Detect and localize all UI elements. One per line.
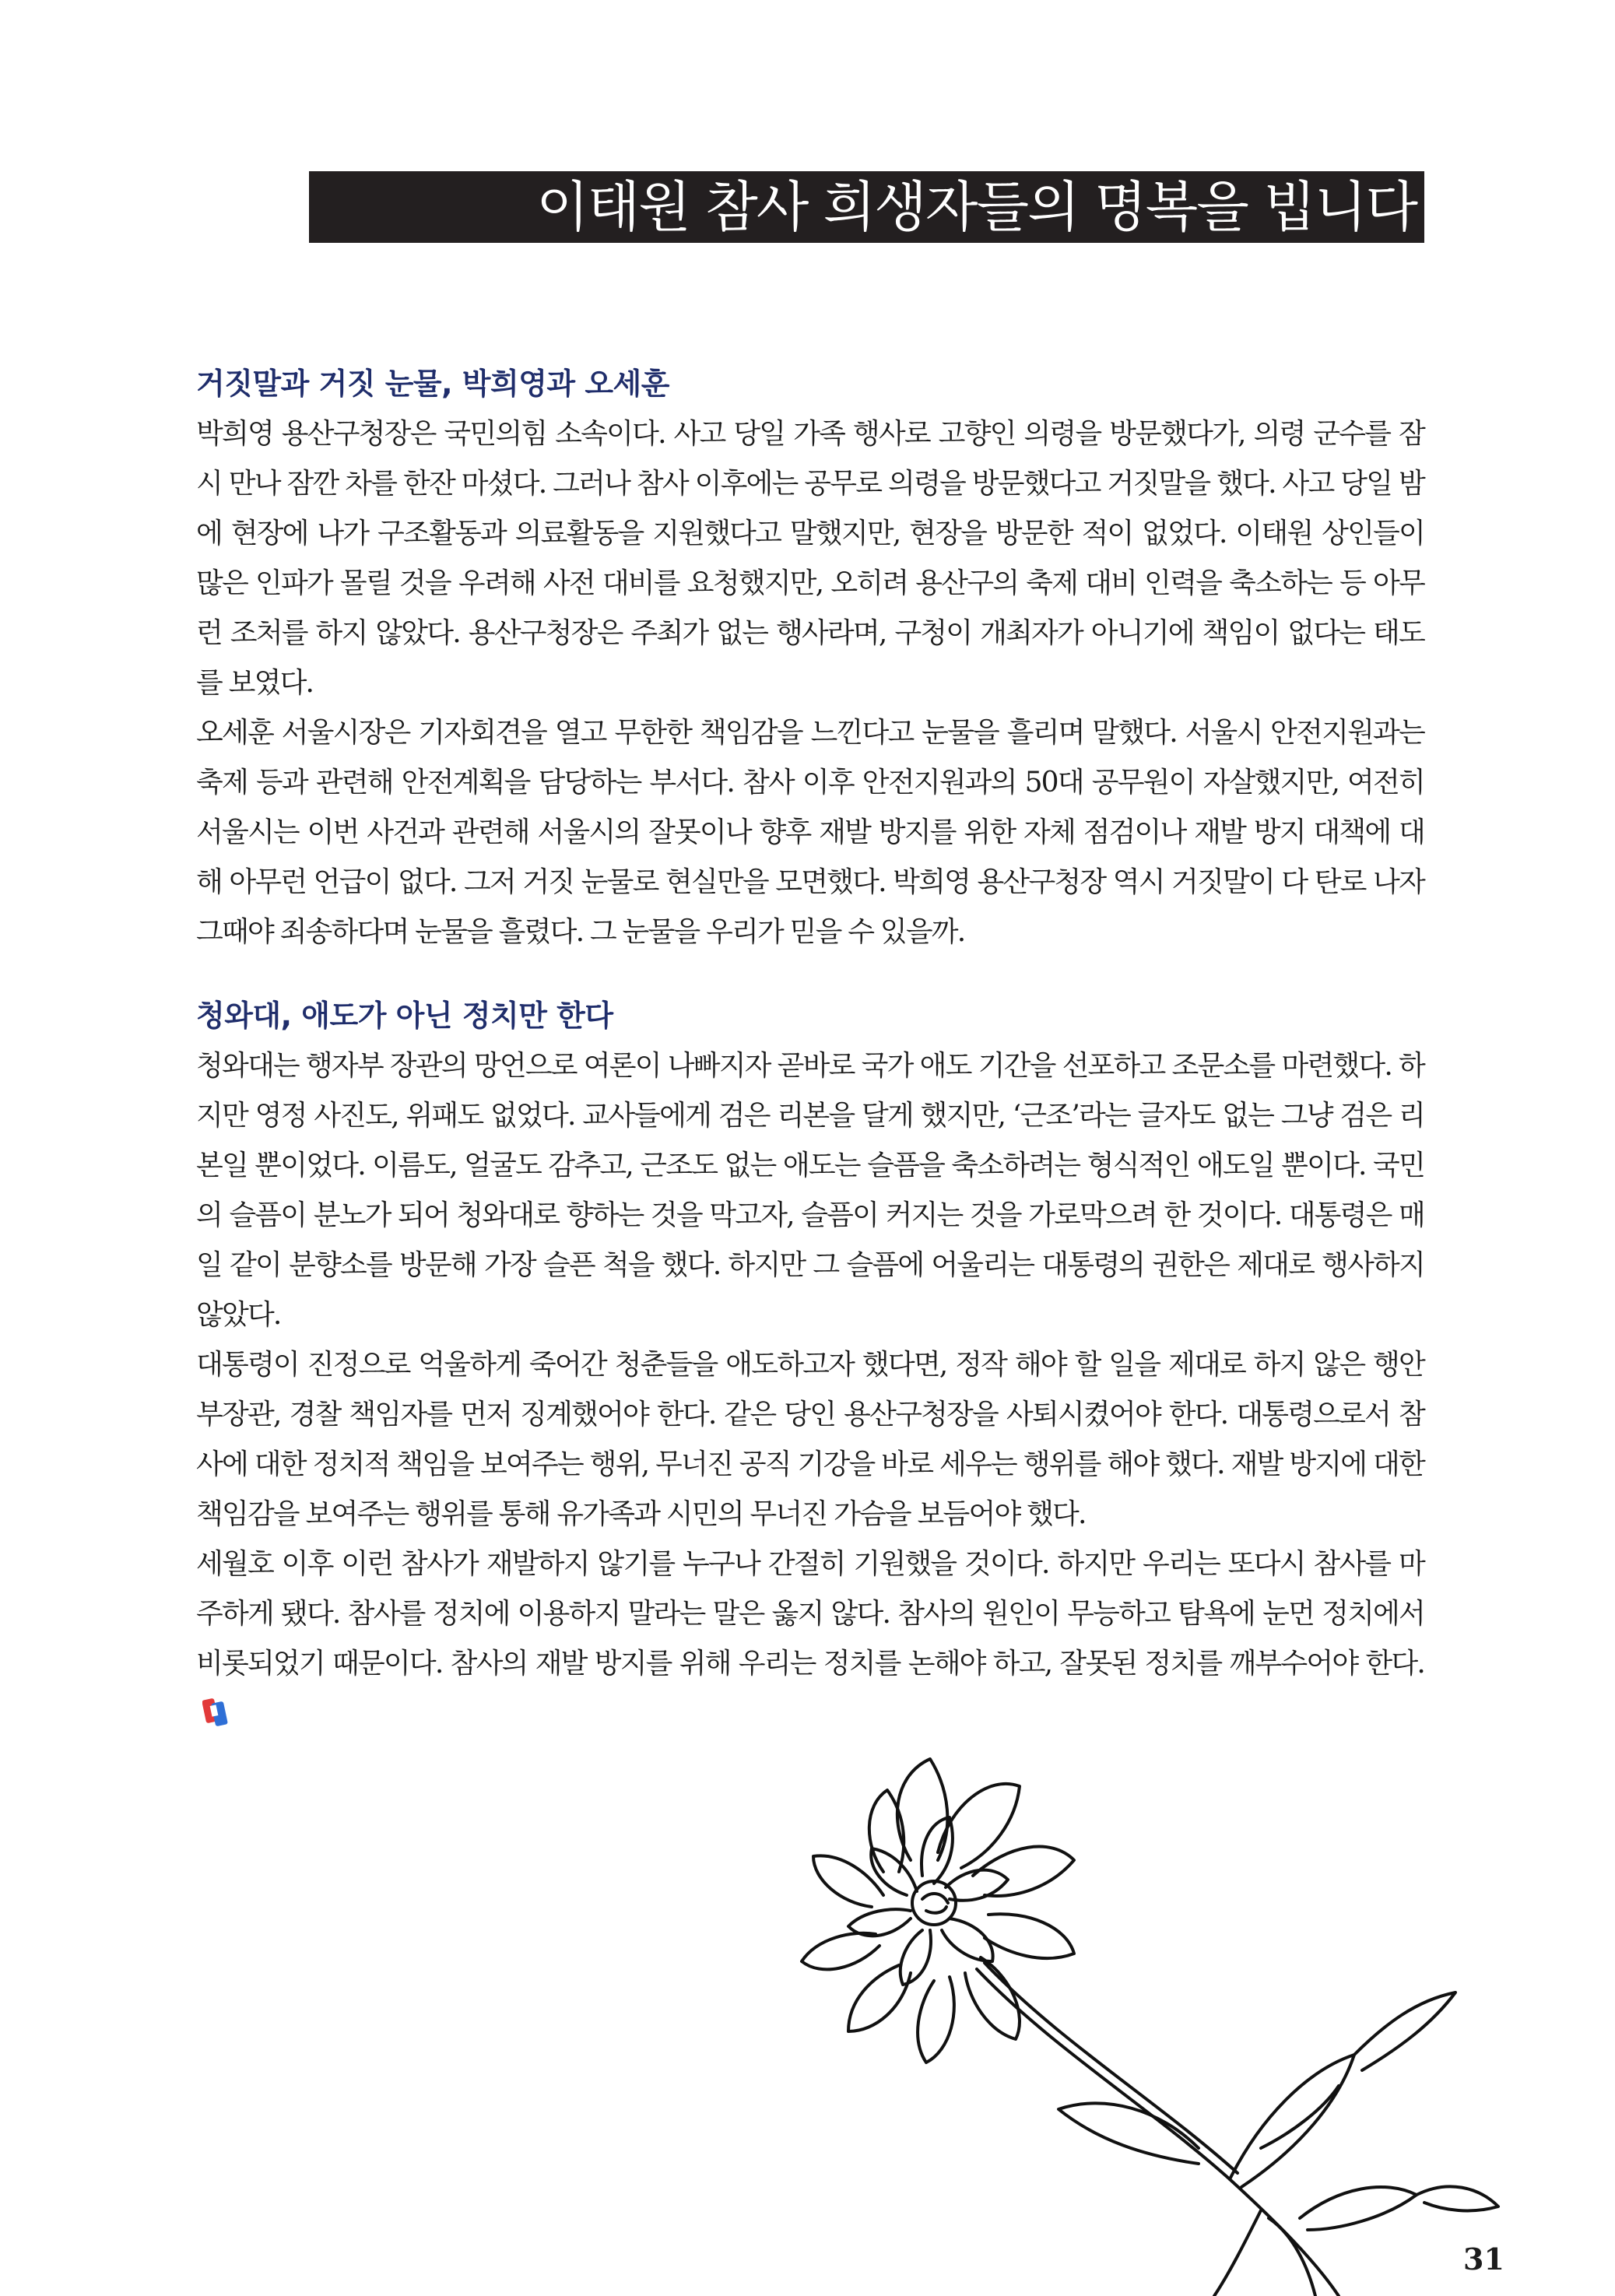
paragraph-last xyxy=(196,1539,1424,1739)
article-body xyxy=(196,360,1424,1773)
paragraph: 오세훈 서울시장은 기자회견을 열고 무한한 책임감을 느낀다고 눈물을 흘리며 말했다. 서울시 안전지원과는 축제 등과 관련해 안전계획을 담당하는 부서다. 참사 이후 안전지원과의 50대 공무원이 자살했지만, 여전히 서울시는 이번 사건과 관련해 서울시의 잘못이나 향후 재발 방지를 위한 자체 점검이나 재발 방지 대책에 대해 아무런 언급이 없다. 그저 거짓 눈물로 현실만을 모면했다. 박희영 용산구청장 역시 거짓말이 다 탄로 나자 그때야 죄송하다며 눈물을 흘렸다. 그 눈물을 우리가 믿을 수 있을까. xyxy=(196,717,1424,948)
paragraph: 대통령이 진정으로 억울하게 죽어간 청춘들을 애도하고자 했다면, 정작 해야 할 일을 제대로 하지 않은 행안부장관, 경찰 책임자를 먼저 징계했어야 한다. 같은 당인 용산구청장을 사퇴시켰어야 한다. 대통령으로서 참사에 대한 정치적 책임을 보여주는 행위, 무너진 공직 기강을 바로 세우는 행위를 해야 했다. 재발 방지에 대한 책임감을 보여주는 행위를 통해 유가족과 시민의 무너진 가슴을 보듬어야 했다. xyxy=(196,1349,1424,1530)
paragraph: 청와대는 행자부 장관의 망언으로 여론이 나빠지자 곧바로 국가 애도 기간을 선포하고 조문소를 마련했다. 하지만 영정 사진도, 위패도 없었다. 교사들에게 검은 리본을 달게 했지만, ‘근조’라는 글자도 없는 그냥 검은 리본일 뿐이었다. 이름도, 얼굴도 감추고, 근조도 없는 애도는 슬픔을 축소하려는 형식적인 애도일 뿐이다. 국민의 슬픔이 분노가 되어 청와대로 향하는 것을 막고자, 슬픔이 커지는 것을 가로막으려 한 것이다. 대통령은 매일 같이 분향소를 방문해 가장 슬픈 척을 했다. 하지만 그 슬픔에 어울리는 대통령의 권한은 제대로 행사하지 않았다. xyxy=(196,1050,1424,1331)
paragraph-text: 세월호 이후 이런 참사가 재발하지 않기를 누구나 간절히 기원했을 것이다. 하지만 우리는 또다시 참사를 마주하게 됐다. 참사를 정치에 이용하지 말라는 말은 옳지 않다. 참사의 원인이 무능하고 탐욕에 눈먼 정치에서 비롯되었기 때문이다. 참사의 재발 방지를 위해 우리는 정치를 논해야 하고, 잘못된 정치를 깨부수어야 한다. xyxy=(196,1548,1424,1680)
title-banner xyxy=(309,171,1424,243)
section-heading: 청와대, 애도가 아닌 정치만 한다 xyxy=(196,999,613,1033)
section-1 xyxy=(196,360,1424,957)
section-2 xyxy=(196,992,1424,1739)
chrysanthemum-icon xyxy=(794,1743,1572,2296)
page-number: 31 xyxy=(1463,2242,1504,2277)
publication-end-mark-icon xyxy=(202,1696,229,1727)
page-title: 이태원 참사 희생자들의 명복을 빕니다 xyxy=(536,175,1417,239)
paragraph: 박희영 용산구청장은 국민의힘 소속이다. 사고 당일 가족 행사로 고향인 의령을 방문했다가, 의령 군수를 잠시 만나 잠깐 차를 한잔 마셨다. 그러나 참사 이후에는 공무로 의령을 방문했다고 거짓말을 했다. 사고 당일 밤에 현장에 나가 구조활동과 의료활동을 지원했다고 말했지만, 현장을 방문한 적이 없었다. 이태원 상인들이 많은 인파가 몰릴 것을 우려해 사전 대비를 요청했지만, 오히려 용산구의 축제 대비 인력을 축소하는 등 아무런 조처를 하지 않았다. 용산구청장은 주최가 없는 행사라며, 구청이 개최자가 아니기에 책임이 없다는 태도를 보였다. xyxy=(196,418,1424,699)
section-heading: 거짓말과 거짓 눈물, 박희영과 오세훈 xyxy=(196,367,669,401)
